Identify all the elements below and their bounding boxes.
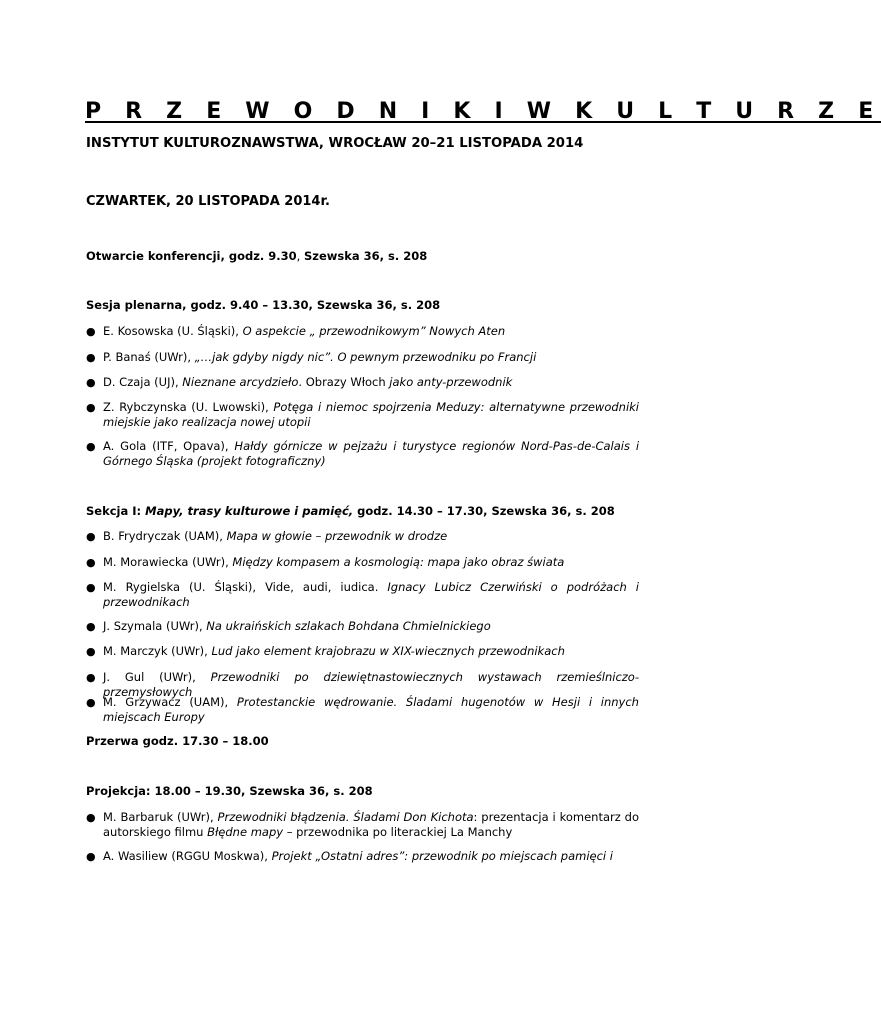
item-title: Na ukraińskich szlakach Bohdana Chmielnickiego [206,619,491,633]
projection-heading [86,784,373,798]
item-title: Między kompasem a kosmologią: mapa jako obraz świata [232,555,565,569]
break-line [86,734,269,748]
item-author: P. Banaś (UWr), [103,350,195,364]
item-title: Ignacy Lubicz Czerwiński o podróżach i przewodnikach [103,580,639,609]
item-author: A. Wasiliew (RGGU Moskwa), [103,849,272,863]
item-author: M. Barbaruk (UWr), [103,810,218,824]
item-text: . Obrazy Włoch [298,375,390,389]
item-author: Z. Rybczynska (U. Lwowski), [103,400,274,414]
conference-subtitle: INSTYTUT KULTUROZNAWSTWA, WROCŁAW 20–21 LISTOPADA 2014 [86,136,584,151]
plenary-heading [86,298,440,312]
item-author: E. Kosowska (U. Śląski), [103,324,243,338]
opening-separator: , [296,249,304,263]
item-title: „…jak gdyby nigdy nic”. O pewnym przewodniku po Francji [194,350,537,364]
bullet-icon: ● [86,620,96,633]
item-text-continued: – przewodnika po literackiej La Manchy [283,825,513,839]
bullet-icon: ● [86,850,96,863]
section-1-heading [86,504,615,518]
item-title: O aspekcie „ przewodnikowym” Nowych Aten [242,324,506,338]
item-title: Protestanckie wędrowanie. Śladami hugenotów w Hesji i innych miejscach Europy [103,695,639,724]
plenary-label: Sesja plenarna, godz. 9.40 – 13.30, Szewska 36, s. 208 [86,298,441,312]
item-title: Nieznane arcydzieło [182,375,299,389]
break-label: Przerwa godz. 17.30 – 18.00 [86,734,269,748]
opening-line [86,249,427,263]
opening-place: Szewska 36, s. 208 [303,249,428,263]
item-title: Lud jako element krajobrazu w XIX-wiecznych przewodnikach [211,644,565,658]
item-author: D. Czaja (UJ), [103,375,183,389]
item-author: J. Gul (UWr), [103,670,211,684]
item-title-continued: Błędne mapy [207,825,284,839]
conference-title: P R Z E W O D N I K I W K U L T U R Z E [85,99,881,124]
item-title: Przewodniki błądzenia. Śladami Don Kichota [217,810,474,824]
item-text: : prezentacja i komentarz do autorskiego filmu [103,810,639,839]
item-title: Mapa w głowie – przewodnik w drodze [226,529,448,543]
bullet-icon: ● [86,325,96,338]
item-author: J. Szymala (UWr), [103,619,207,633]
bullet-icon: ● [86,671,96,684]
bullet-icon: ● [86,556,96,569]
section-1-suffix: godz. 14.30 – 17.30, Szewska 36, s. 208 [353,504,615,518]
projection-label: Projekcja: 18.00 – 19.30, Szewska 36, s. 208 [86,784,373,798]
bullet-icon: ● [86,351,96,364]
bullet-icon: ● [86,530,96,543]
item-author: M. Marczyk (UWr), [103,644,212,658]
bullet-icon: ● [86,376,96,389]
bullet-icon: ● [86,811,96,824]
item-author: M. Grzywacz (UAM), [103,695,237,709]
item-title: Potęga i niemoc spojrzenia Meduzy: alternatywne przewodniki miejskie jako realizacja nowej utopii [103,400,639,429]
bullet-icon: ● [86,581,96,594]
day-heading: CZWARTEK, 20 LISTOPADA 2014r. [86,194,330,209]
item-author: A. Gola (ITF, Opava), [103,439,235,453]
item-author: M. Morawiecka (UWr), [103,555,233,569]
bullet-icon: ● [86,401,96,414]
item-author: B. Frydryczak (UAM), [103,529,227,543]
bullet-icon: ● [86,440,96,453]
item-author: M. Rygielska (U. Śląski), Vide, audi, iudica. [103,580,388,594]
item-title: Przewodniki po dziewiętnastowiecznych wystawach rzemieślniczo-przemysłowych [103,670,639,699]
section-1-theme: Mapy, trasy kulturowe i pamięć, [145,504,354,518]
item-title: Projekt „Ostatni adres”: przewodnik po miejscach pamięci i [271,849,613,863]
item-title-continued: jako anty-przewodnik [389,375,513,389]
bullet-icon: ● [86,645,96,658]
opening-label: Otwarcie konferencji, godz. 9.30 [86,249,297,263]
section-1-prefix: Sekcja I: [86,504,146,518]
item-title: Hałdy górnicze w pejzażu i turystyce regionów Nord-Pas-de-Calais i Górnego Śląska (projekt fotograficzny) [103,439,640,468]
bullet-icon: ● [86,696,96,709]
